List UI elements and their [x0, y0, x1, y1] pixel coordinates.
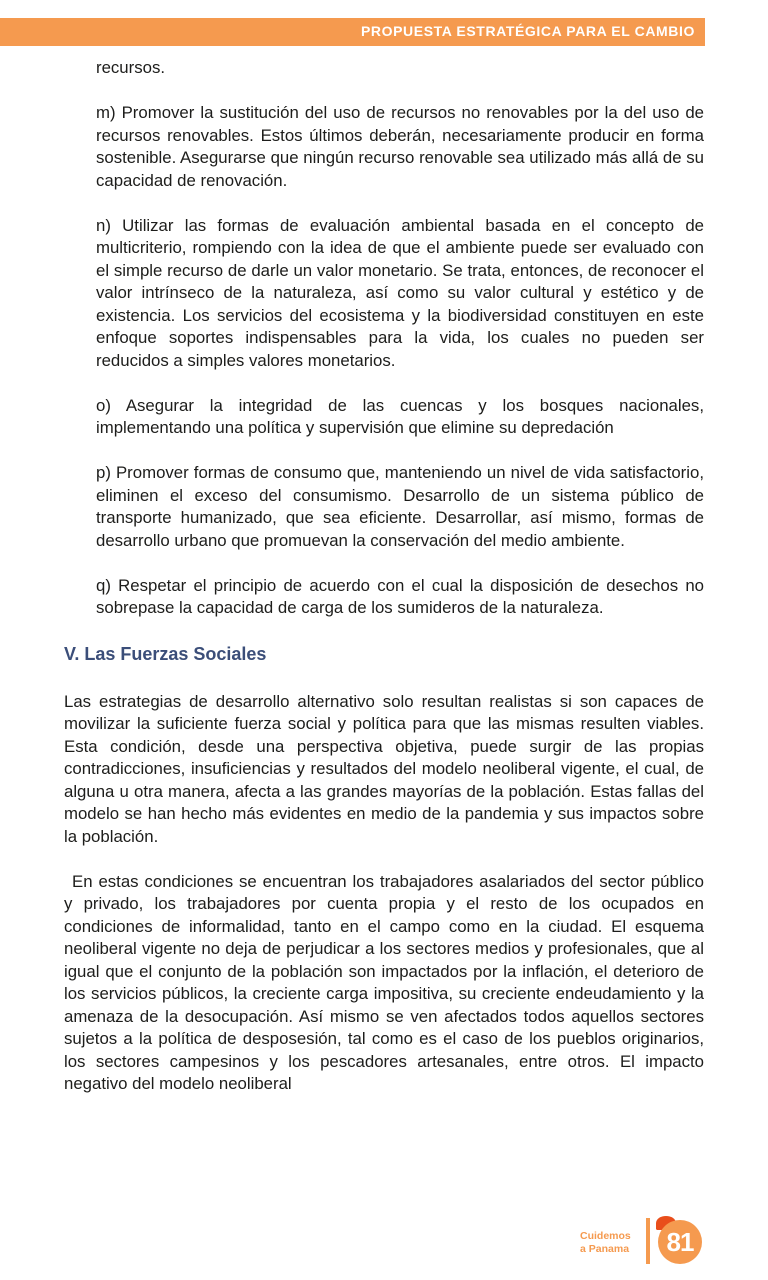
body-paragraph: Las estrategias de desarrollo alternativo solo resultan realistas si son capaces de movilizar la suficiente fuerza social y política para que las mismas resulten viables. Esta condición, desde una perspectiva objetiva, puede surgir de las propias contradicciones, insuficiencias y resultados del modelo neoliberal vigente, el cual, de alguna u otra manera, afecta a las grandes mayorías de la población. Estas fallas del modelo se han hecho más evidentes en medio de la pandemia y sus impactos sobre la población.: [64, 691, 704, 846]
page-number-badge: 81: [658, 1220, 702, 1264]
list-item-o: o) Asegurar la integridad de las cuencas y los bosques nacionales, implementando una política y supervisión que elimine su depredación: [96, 395, 704, 437]
list-item-p: p) Promover formas de consumo que, manteniendo un nivel de vida satisfactorio, eliminen el exceso del consumismo. Desarrollo de un sistema público de transporte humanizado, que sea eficiente. Desarrollar, así mismo, formas de desarrollo urbano que promuevan la conservación del medio ambiente.: [96, 463, 704, 550]
footer-brand-logo: [580, 1230, 642, 1255]
list-item-continuation: recursos.: [96, 58, 166, 77]
list-item-m: m) Promover la sustitución del uso de recursos no renovables por la del uso de recursos renovables. Estos últimos deberán, necesariamente producir en forma sostenible. Asegurarse que ningún recurso renovable sea utilizado más allá de su capacidad de renovación.: [96, 103, 704, 190]
footer-divider: [646, 1218, 650, 1264]
list-item-q: q) Respetar el principio de acuerdo con el cual la disposición de desechos no sobrepase la capacidad de carga de los sumideros de la naturaleza.: [96, 575, 704, 617]
header-title: PROPUESTA ESTRATÉGICA PARA EL CAMBIO: [360, 23, 695, 39]
footer-brand-line2: a Panama: [580, 1242, 630, 1255]
list-item-n: n) Utilizar las formas de evaluación ambiental basada en el concepto de multicriterio, rompiendo con la idea de que el ambiente puede ser evaluado con el simple recurso de darle un valor monetario. Se trata, entonces, de reconocer el valor intrínseco de la naturaleza, así como su valor cultural y estético y de existencia. Los servicios del ecosistema y la biodiversidad constituyen en este enfoque soportes indispensables para la vida, los cuales no pueden ser reducidos a simples valores monetarios.: [96, 215, 704, 370]
header-bar: [0, 18, 705, 46]
body-paragraph: En estas condiciones se encuentran los trabajadores asalariados del sector público y privado, los trabajadores por cuenta propia y el resto de los ocupados en condiciones de informalidad, tanto en el campo como en la ciudad. El esquema neoliberal vigente no deja de perjudicar a los sectores medios y profesionales, que al igual que el conjunto de la población son impactados por la inflación, el deterioro de los servicios públicos, la creciente carga impositiva, su creciente endeudamiento y la amenaza de la desocupación. Así mismo se ven afectados todos aquellos sectores sujetos a la política de desposesión, tal como es el caso de los pueblos originarios, los sectores campesinos y los pescadores artesanales, entre otros. El impacto negativo del modelo neoliberal: [64, 871, 704, 1093]
footer-brand-line1: Cuidemos: [580, 1230, 631, 1242]
page-content: [64, 57, 704, 1096]
section-heading: V. Las Fuerzas Sociales: [64, 643, 267, 664]
